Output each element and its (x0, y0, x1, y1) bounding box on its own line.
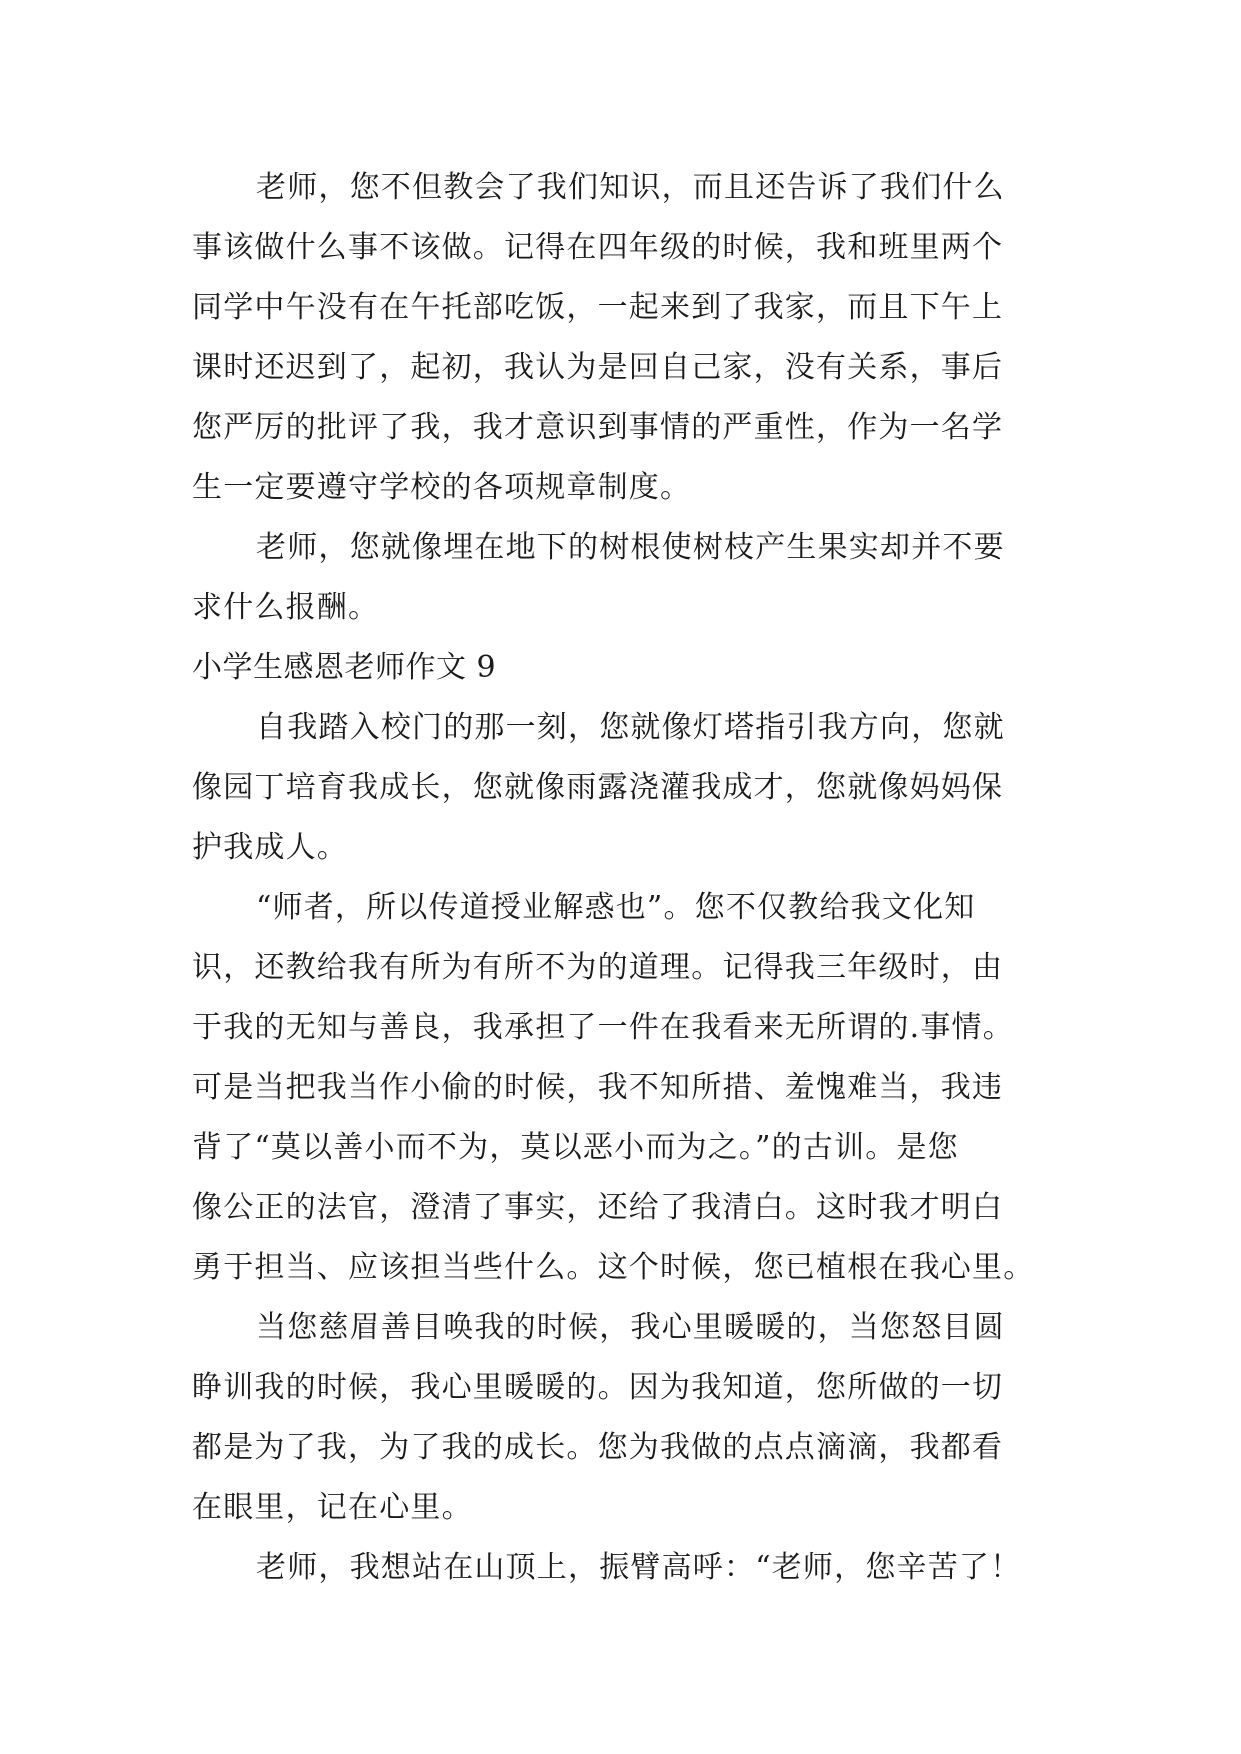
section-heading (192, 638, 1072, 698)
text-line: 睁训我的时候，我心里暖暖的。因为我知道，您所做的一切 (192, 1370, 1004, 1405)
document-body (192, 158, 1072, 1598)
text-line: 自我踏入校门的那一刻，您就像灯塔指引我方向，您就 (256, 710, 1005, 745)
text-line: 同学中午没有在午托部吃饭，一起来到了我家，而且下午上 (192, 290, 1004, 325)
text-line: 老师，您就像埋在地下的树根使树枝产生果实却并不要 (256, 530, 1005, 565)
text-line: 像园丁培育我成长，您就像雨露浇灌我成才，您就像妈妈保 (192, 770, 1004, 805)
text-line: 于我的无知与善良，我承担了一件在我看来无所谓的.事情。 (192, 1010, 1014, 1045)
text-line: 护我成人。 (192, 830, 348, 865)
text-line: 都是为了我，为了我的成长。您为我做的点点滴滴，我都看 (192, 1430, 1004, 1465)
text-line: 识，还教给我有所为有所不为的道理。记得我三年级时，由 (192, 950, 1004, 985)
paragraph (192, 878, 1072, 1298)
paragraph (192, 158, 1072, 518)
text-line: 课时还迟到了，起初，我认为是回自己家，没有关系，事后 (192, 350, 1004, 385)
paragraph (192, 1538, 1072, 1598)
text-line: 事该做什么事不该做。记得在四年级的时候，我和班里两个 (192, 230, 1004, 265)
text-line: 您严厉的批评了我，我才意识到事情的严重性，作为一名学 (192, 410, 1004, 445)
paragraph (192, 1298, 1072, 1538)
paragraph (192, 518, 1072, 638)
text-line: 可是当把我当作小偷的时候，我不知所措、羞愧难当，我违 (192, 1070, 1004, 1105)
text-line: 背了“莫以善小而不为，莫以恶小而为之。”的古训。是您 (192, 1130, 959, 1165)
paragraph (192, 698, 1072, 878)
text-line: 生一定要遵守学校的各项规章制度。 (192, 470, 692, 505)
text-line: 勇于担当、应该担当些什么。这个时候，您已植根在我心里。 (192, 1250, 1035, 1285)
text-line: 老师，我想站在山顶上，振臂高呼：“老师，您辛苦了！ (256, 1550, 1022, 1585)
text-line: 像公正的法官，澄清了事实，还给了我清白。这时我才明白 (192, 1190, 1004, 1225)
text-line: 老师，您不但教会了我们知识，而且还告诉了我们什么 (256, 170, 1005, 205)
text-line: 在眼里，记在心里。 (192, 1490, 473, 1525)
text-line: 当您慈眉善目唤我的时候，我心里暖暖的，当您怒目圆 (256, 1310, 1005, 1345)
heading-line: 小学生感恩老师作文 9 (192, 650, 497, 685)
text-line: “师者，所以传道授业解惑也”。您不仅教给我文化知 (256, 890, 976, 925)
text-line: 求什么报酬。 (192, 590, 380, 625)
